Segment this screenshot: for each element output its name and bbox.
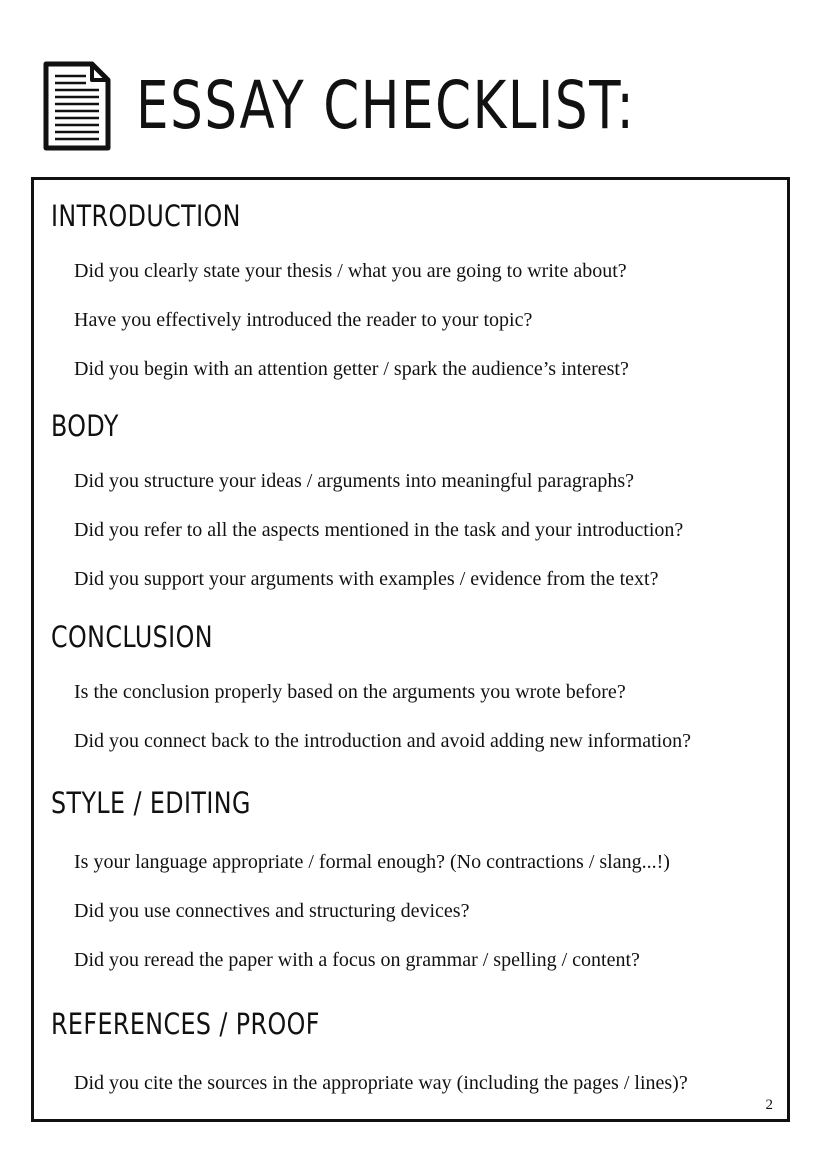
section-heading: CONCLUSION [51,620,213,654]
page-header [42,58,776,154]
section-heading: STYLE / EDITING [51,786,251,820]
checklist-frame [31,177,790,1122]
checklist-question: Did you use connectives and structuring devices? [74,900,470,922]
checklist-question: Is the conclusion properly based on the arguments you wrote before? [74,681,626,703]
section-heading: BODY [51,409,119,443]
checklist-question: Did you connect back to the introduction and avoid adding new information? [74,730,692,752]
section-heading: INTRODUCTION [51,199,241,233]
checklist-question: Did you support your arguments with examples / evidence from the text? [74,568,659,590]
checklist-question: Did you cite the sources in the appropriate way (including the pages / lines)? [74,1072,688,1094]
checklist-question: Is your language appropriate / formal enough? (No contractions / slang...!) [74,851,670,873]
checklist-question: Did you structure your ideas / arguments into meaningful paragraphs? [74,470,635,492]
checklist-question: Have you effectively introduced the reader to your topic? [74,309,533,331]
checklist-question: Did you reread the paper with a focus on grammar / spelling / content? [74,949,640,971]
document-icon [42,60,112,152]
checklist-question: Did you begin with an attention getter / spark the audience’s interest? [74,358,629,380]
section-heading: REFERENCES / PROOF [51,1007,320,1041]
checklist-question: Did you clearly state your thesis / what you are going to write about? [74,260,627,282]
page-title: ESSAY CHECKLIST: [136,67,636,144]
page-number: 2 [765,1097,773,1113]
checklist-question: Did you refer to all the aspects mentioned in the task and your introduction? [74,519,684,541]
